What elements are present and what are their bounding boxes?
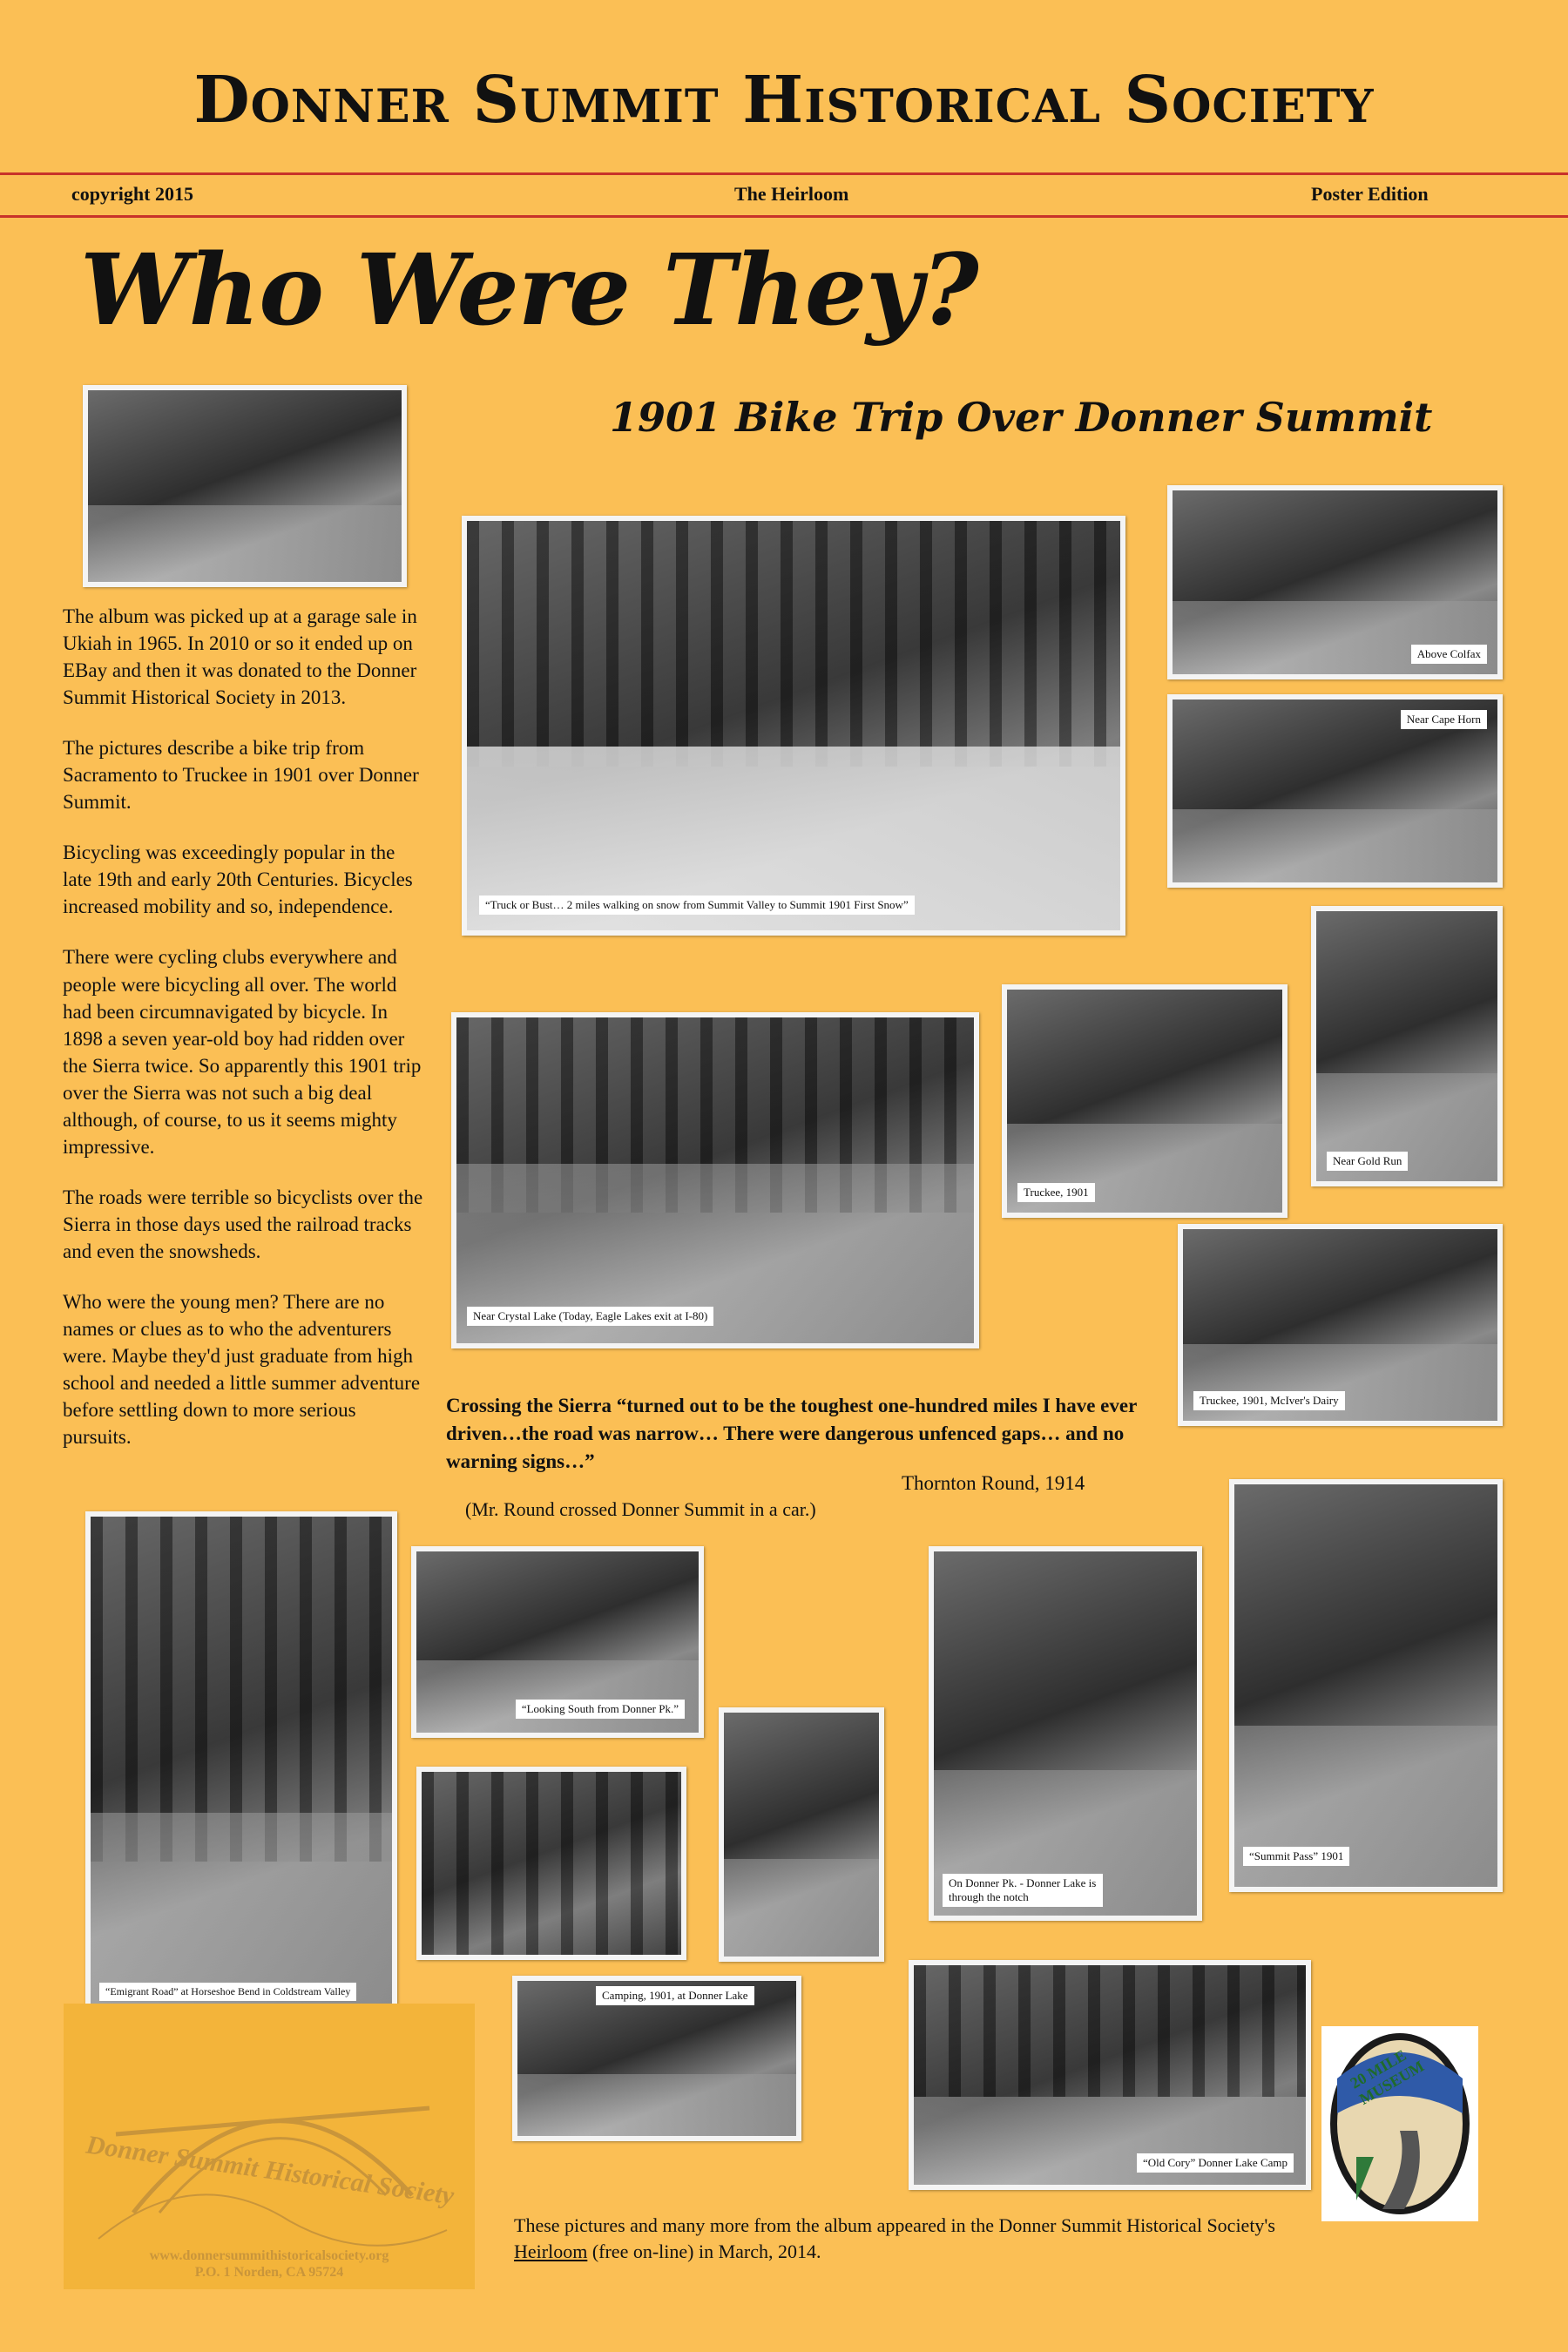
photo-near-gold-run — [1311, 906, 1503, 1186]
footer-note — [514, 2213, 1315, 2264]
photo-old-cory — [909, 1960, 1311, 2190]
headline: Who Were They? — [80, 233, 978, 348]
paragraph: The album was picked up at a garage sale in Ukiah in 1965. In 2010 or so it ended up on EBay and then it was donated to the Donner Summit Historical Society in 2013. — [63, 605, 417, 709]
caption: Camping, 1901, at Donner Lake — [596, 1986, 754, 2005]
logo-address: P.O. 1 Norden, CA 95724 — [194, 2265, 344, 2281]
photo-crystal-lake — [451, 1012, 979, 1348]
caption: “Summit Pass” 1901 — [1243, 1847, 1349, 1866]
photo-summit-pass — [1229, 1479, 1503, 1892]
header-rule-top — [0, 172, 1568, 175]
footer-text: (free on-line) in March, 2014. — [587, 2240, 821, 2262]
photo-camping — [512, 1976, 801, 2141]
masthead-title: Donner Summit Historical Society — [193, 63, 1375, 138]
article-body — [63, 603, 429, 1474]
paragraph: Bicycling was exceedingly popular in the late 19th and early 20th Centuries. Bicycles increased mobility and so, independence. — [63, 841, 413, 918]
caption: Truckee, 1901 — [1017, 1183, 1095, 1202]
photo-near-cape-horn — [1167, 694, 1503, 888]
copyright: copyright 2015 — [71, 183, 193, 205]
photo-truckee-1901 — [1002, 984, 1288, 1218]
caption: On Donner Pk. - Donner Lake is through the notch — [943, 1874, 1103, 1907]
photo-truck-or-bust — [462, 516, 1125, 936]
photo-cyclist-portrait — [83, 385, 407, 587]
paragraph: Who were the young men? There are no names or clues as to who the adventurers were. Maybe they'd just graduate from high school and needed a little summer adventure before settling down to more serious pursuits. — [63, 1290, 421, 1449]
caption: Near Crystal Lake (Today, Eagle Lakes exit at I-80) — [467, 1307, 713, 1326]
paragraph: The pictures describe a bike trip from Sacramento to Truckee in 1901 over Donner Summit. — [63, 737, 419, 814]
caption: “Emigrant Road” at Horseshoe Bend in Coldstream Valley — [99, 1983, 356, 2001]
footer-text: These pictures and many more from the album appeared in the Donner Summit Historical Society's — [514, 2214, 1275, 2236]
quote-attribution: Thornton Round, 1914 — [902, 1472, 1085, 1494]
caption: Near Cape Horn — [1401, 710, 1487, 729]
museum-name: 20 MILE MUSEUM — [1347, 2046, 1428, 2108]
photo-camp-table — [719, 1707, 884, 1962]
logo-website[interactable]: www.donnersummithistoricalsociety.org — [149, 2248, 389, 2263]
logo-contact — [64, 2247, 475, 2281]
paragraph: The roads were terrible so bicyclists over the Sierra in those days used the railroad tracks and even the snowsheds. — [63, 1186, 423, 1262]
subheadline: 1901 Bike Trip Over Donner Summit — [610, 394, 1433, 441]
caption: Above Colfax — [1411, 645, 1487, 664]
caption: Near Gold Run — [1327, 1152, 1408, 1171]
photo-donner-pk — [929, 1546, 1202, 1921]
caption: “Looking South from Donner Pk.” — [516, 1700, 685, 1719]
header-rule-bottom — [0, 215, 1568, 218]
caption: “Old Cory” Donner Lake Camp — [1137, 2153, 1294, 2173]
quote-note: (Mr. Round crossed Donner Summit in a car.) — [465, 1498, 816, 1520]
pull-quote: Crossing the Sierra “turned out to be the toughest one-hundred miles I have ever driven…the road was narrow… There were dangerous unfenced gaps… and no warning signs…” — [446, 1395, 1137, 1473]
caption: “Truck or Bust… 2 miles walking on snow from Summit Valley to Summit 1901 First Snow” — [479, 896, 915, 915]
publication-name: The Heirloom — [734, 183, 849, 205]
logo-society-name: Donner Summit Historical Society — [84, 2130, 456, 2211]
photo-emigrant-road — [85, 1511, 397, 2015]
photo-mciver-dairy — [1178, 1224, 1503, 1426]
photo-looking-south — [411, 1546, 704, 1738]
edition-label: Poster Edition — [1311, 183, 1429, 205]
photo-fish-catch — [416, 1767, 686, 1960]
heirloom-link[interactable]: Heirloom — [514, 2240, 588, 2262]
museum-logo — [1321, 2026, 1478, 2221]
caption: Truckee, 1901, McIver's Dairy — [1193, 1391, 1345, 1410]
photo-above-colfax — [1167, 485, 1503, 679]
paragraph: There were cycling clubs everywhere and people were bicycling all over. The world had been circumnavigated by bicycle. In 1898 a seven year-old boy had ridden over the Sierra twice. So apparently this 1901 trip over the Sierra was not such a big deal although, of course, to us it seems mighty impressive. — [63, 946, 422, 1158]
